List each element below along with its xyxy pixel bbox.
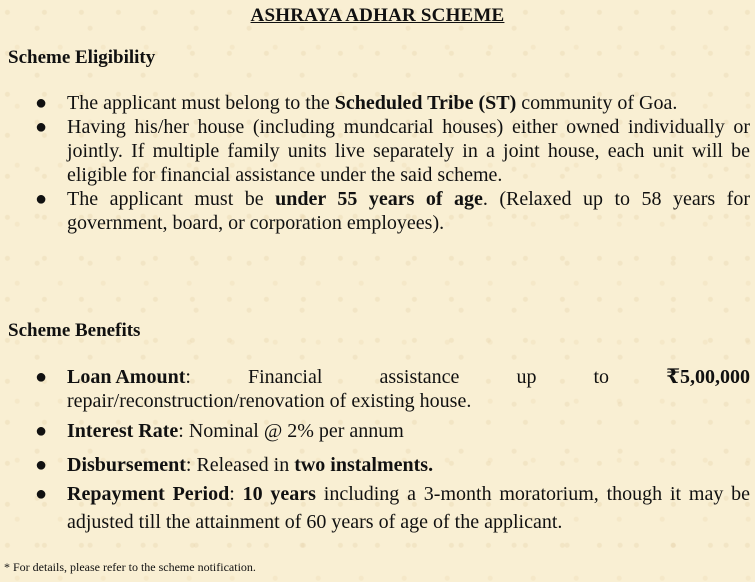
bullet-icon: ● xyxy=(35,483,48,505)
bullet-icon: ● xyxy=(35,188,48,210)
benefits-list xyxy=(0,365,755,536)
repayment-years: 10 years xyxy=(242,483,316,505)
bullet-icon: ● xyxy=(35,116,48,138)
list-item: ● The applicant must belong to the Scheduled Tribe (ST) community of Goa. xyxy=(35,92,678,114)
disbursement-label: Disbursement xyxy=(67,454,186,476)
page-title: ASHRAYA ADHAR SCHEME xyxy=(250,5,505,26)
interest-rate-label: Interest Rate xyxy=(67,420,179,442)
bullet-icon: ● xyxy=(35,366,48,388)
loan-amount-line: Loan Amount: Financial assistance up to ₹5,00,000 xyxy=(67,366,750,388)
list-item: ● Disbursement: Released in two instalments. xyxy=(35,454,434,476)
age-limit: under 55 years of age xyxy=(275,188,483,210)
eligibility-list xyxy=(0,91,755,235)
benefits-heading: Scheme Benefits xyxy=(8,320,141,341)
list-item: ● Repayment Period: 10 years including a 3-month moratorium, though it may be adjusted till the attainment of 60 years of age of the applicant. xyxy=(0,480,755,536)
loan-amount-value: ₹5,00,000 xyxy=(666,366,750,388)
instalments: two instalments. xyxy=(294,454,434,476)
bullet-icon: ● xyxy=(35,454,48,476)
repayment-period-label: Repayment Period xyxy=(67,483,230,505)
loan-amount-label: Loan Amount xyxy=(67,366,186,388)
bullet-icon: ● xyxy=(35,420,48,442)
bullet-icon: ● xyxy=(35,92,48,114)
eligibility-heading: Scheme Eligibility xyxy=(8,47,156,68)
list-item: ● The applicant must be under 55 years of age. (Relaxed up to 58 years for government, board, or corporation employees). xyxy=(35,188,751,234)
list-item: ● Loan Amount: Financial assistance up to ₹5,00,000 repair/reconstruction/renovation of existing house. xyxy=(35,366,750,412)
st-community: Scheduled Tribe (ST) xyxy=(334,92,517,114)
footnote: * For details, please refer to the scheme notification. xyxy=(4,560,256,574)
list-item: ● Having his/her house (including mundcarial houses) either owned individually or jointly. If multiple family units live separately in a joint house, each unit will be eligible for financial assistance under the said scheme. xyxy=(35,116,750,186)
list-item: ● Interest Rate: Nominal @ 2% per annum xyxy=(35,420,404,442)
